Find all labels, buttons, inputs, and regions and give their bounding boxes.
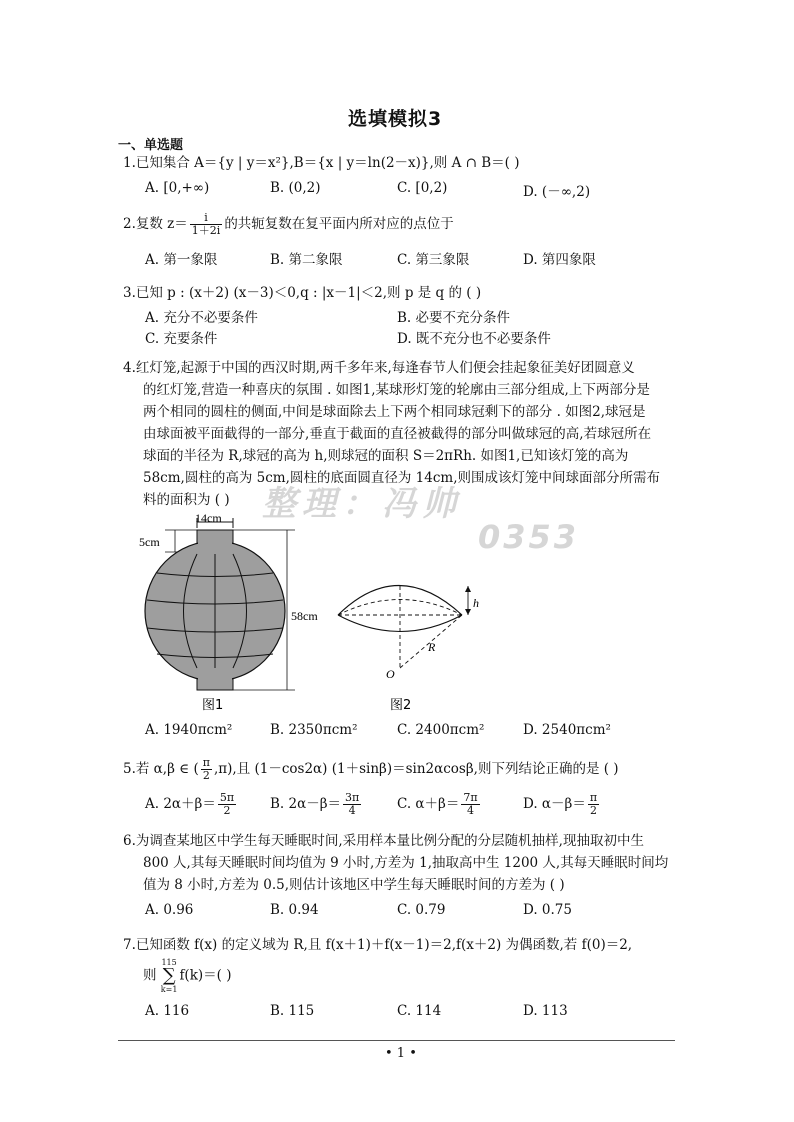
q3-option-d: D. 既不充分也不必要条件 [397, 331, 551, 347]
q2-option-c: C. 第三象限 [397, 252, 470, 268]
q5-option-c-text: C. α＋β＝ [397, 796, 460, 812]
fig1-top-width-label: 14cm [195, 511, 222, 525]
q7-option-b: B. 115 [270, 1003, 315, 1019]
page-number: • 1 • [385, 1046, 417, 1061]
q5-option-a-frac [218, 792, 236, 817]
q6-option-d: D. 0.75 [523, 902, 572, 918]
q4-line-7: 料的面积为 ( ) [143, 492, 230, 508]
q5-a-num: 5π [219, 791, 235, 804]
q4-line-4: 由球面被平面截得的一部分,垂直于截面的直径被截得的部分叫做球冠的高,若球冠所在 [143, 426, 652, 442]
q5-interval-fraction [201, 757, 212, 782]
fig1-top-cylinder-fill [198, 538, 232, 556]
q6-option-a: A. 0.96 [145, 902, 194, 918]
q5-b-den: 4 [348, 804, 356, 817]
q5-c-den: 4 [466, 804, 474, 817]
watermark-text: 整理：冯帅 [262, 484, 462, 524]
q2-stem [123, 212, 454, 237]
q1-stem: 1.已知集合 A＝{y | y＝x²},B＝{x | y＝ln(2－x)},则 A ∩ B＝( ) [123, 155, 520, 171]
q5-stem [123, 757, 619, 782]
q5-option-b-frac [343, 792, 361, 817]
q5-b-num: 3π [345, 791, 360, 804]
q6-line-2: 800 人,其每天睡眠时间均值为 9 小时,方差为 1,抽取高中生 1200 人,其每天睡眠时间均 [143, 855, 669, 871]
watermark-code: 0353 [478, 518, 580, 556]
q5-stem-pre: 5.若 α,β ∈ ( [123, 761, 199, 777]
q7-sum-bottom: k=1 [160, 985, 178, 994]
q4-line-3: 两个相同的圆柱的侧面,中间是球面除去上下两个相同球冠剩下的部分 . 如图2,球冠是 [143, 404, 646, 420]
fig2-h-label: h [473, 596, 479, 610]
q2-stem-post: 的共轭复数在复平面内所对应的点位于 [224, 216, 454, 232]
q4-option-b: B. 2350πcm² [270, 722, 358, 738]
q5-option-b [270, 792, 363, 817]
q5-option-d [523, 792, 601, 817]
q2-stem-pre: 2.复数 z＝ [123, 216, 188, 232]
q5-option-a-text: A. 2α＋β＝ [145, 796, 216, 812]
q4-line-5: 球面的半径为 R,球冠的高为 h,则球冠的面积 S＝2πRh. 如图1,已知该灯笼的高为 [143, 448, 629, 464]
figure-1-lantern [135, 508, 335, 713]
q5-option-c [397, 792, 482, 817]
q6-line-1: 6.为调查某地区中学生每天睡眠时间,采用样本量比例分配的分层随机抽样,现抽取初中生 [123, 833, 644, 849]
q4-option-d: D. 2540πcm² [523, 722, 611, 738]
q6-line-3: 值为 8 小时,方差为 0.5,则估计该地区中学生每天睡眠时间的方差为 ( ) [143, 877, 565, 893]
q5-option-a [145, 792, 238, 817]
footer-divider [118, 1040, 675, 1041]
fig1-cylinder-height-label: 5cm [139, 535, 160, 549]
q7-option-d: D. 113 [523, 1003, 568, 1019]
q7-sum-top: 115 [161, 958, 177, 967]
fig2-h-arrow-top [465, 586, 471, 592]
q2-option-d: D. 第四象限 [523, 252, 596, 268]
fig2-r-label: R [428, 640, 436, 654]
q1-option-b: B. (0,2) [270, 180, 321, 196]
q7-line-2-pre: 则 [143, 967, 157, 984]
q3-option-b: B. 必要不充分条件 [397, 310, 511, 326]
q4-line-1: 4.红灯笼,起源于中国的西汉时期,两千多年来,每逢春节人们便会挂起象征美好团圆意义 [123, 360, 635, 376]
q4-option-c: C. 2400πcm² [397, 722, 485, 738]
q2-option-b: B. 第二象限 [270, 252, 343, 268]
q5-d-num: π [589, 791, 598, 804]
q5-d-den: 2 [589, 804, 597, 817]
q4-line-6: 58cm,圆柱的高为 5cm,圆柱的底面圆直径为 14cm,则围成该灯笼中间球面部分所需布 [143, 470, 660, 486]
q5-int-den: 2 [202, 769, 210, 782]
q5-option-b-text: B. 2α－β＝ [270, 796, 342, 812]
sigma-icon: ∑ [162, 965, 176, 986]
fig2-h-arrow-bottom [465, 609, 471, 615]
q2-frac-num: i [190, 212, 223, 225]
q5-option-d-text: D. α－β＝ [523, 796, 586, 812]
figure-2-spherical-cap [330, 570, 490, 715]
q7-line-2 [143, 958, 231, 994]
q6-option-b: B. 0.94 [270, 902, 319, 918]
q1-option-d: D. (－∞,2) [523, 184, 591, 200]
q2-option-a: A. 第一象限 [145, 252, 218, 268]
q5-option-d-frac [588, 792, 599, 817]
q7-summation [161, 958, 178, 994]
fig2-o-label: O [386, 667, 395, 681]
fig1-height-label: 58cm [291, 609, 318, 623]
q1-option-a: A. [0,+∞) [145, 180, 210, 196]
q3-option-c: C. 充要条件 [145, 331, 218, 347]
q7-option-a: A. 116 [145, 1003, 190, 1019]
q7-line-2-post: f(k)＝( ) [179, 967, 232, 984]
q4-option-a: A. 1940πcm² [145, 722, 233, 738]
page-title: 选填模拟3 [348, 108, 443, 130]
fig1-caption: 图1 [202, 698, 224, 713]
q5-c-num: 7π [463, 791, 478, 804]
q3-option-a: A. 充分不必要条件 [145, 310, 258, 326]
section-heading: 一、单选题 [118, 138, 184, 153]
q2-fraction [190, 212, 223, 237]
q2-frac-den: 1＋2i [191, 224, 221, 237]
q5-int-num: π [202, 756, 210, 769]
q4-line-2: 的红灯笼,营造一种喜庆的氛围 . 如图1,某球形灯笼的轮廓由三部分组成,上下两部分是 [143, 382, 650, 398]
q5-a-den: 2 [223, 804, 231, 817]
q7-line-1: 7.已知函数 f(x) 的定义域为 R,且 f(x＋1)＋f(x－1)＝2,f(x＋2) 为偶函数,若 f(0)＝2, [123, 937, 633, 953]
q7-option-c: C. 114 [397, 1003, 442, 1019]
q5-option-c-frac [461, 792, 479, 817]
fig2-caption: 图2 [390, 698, 412, 713]
q1-option-c: C. [0,2) [397, 180, 448, 196]
q6-option-c: C. 0.79 [397, 902, 446, 918]
q3-stem: 3.已知 p : (x＋2) (x－3)＜0,q : |x－1|＜2,则 p 是 q 的 ( ) [123, 285, 482, 301]
q5-stem-post: ,π),且 (1－cos2α) (1＋sinβ)＝sin2αcosβ,则下列结论正确的是 ( ) [213, 761, 619, 777]
